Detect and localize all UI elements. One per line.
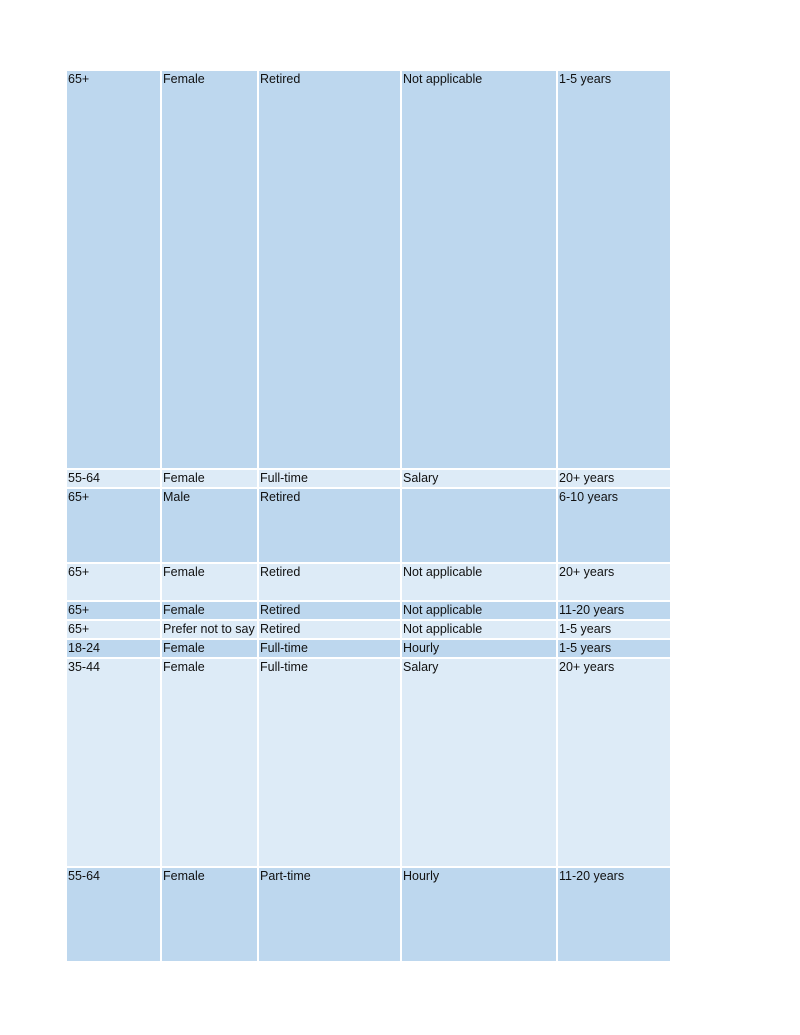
table-row xyxy=(67,71,670,469)
cell-employment: Full-time xyxy=(258,469,401,488)
cell-age: 65+ xyxy=(67,601,161,620)
table-row xyxy=(67,658,670,867)
table-row xyxy=(67,639,670,658)
cell-age: 65+ xyxy=(67,563,161,601)
cell-gender: Female xyxy=(161,563,258,601)
cell-gender: Female xyxy=(161,639,258,658)
spreadsheet-page xyxy=(67,71,670,961)
cell-employment: Retired xyxy=(258,620,401,639)
cell-employment: Retired xyxy=(258,601,401,620)
cell-gender: Female xyxy=(161,71,258,469)
cell-pay: Not applicable xyxy=(401,620,557,639)
cell-tenure: 1-5 years xyxy=(557,639,670,658)
table-row xyxy=(67,469,670,488)
cell-pay: Hourly xyxy=(401,867,557,961)
cell-employment: Full-time xyxy=(258,639,401,658)
cell-age: 35-44 xyxy=(67,658,161,867)
cell-age: 18-24 xyxy=(67,639,161,658)
cell-gender: Female xyxy=(161,469,258,488)
cell-pay: Not applicable xyxy=(401,563,557,601)
cell-tenure: 1-5 years xyxy=(557,71,670,469)
cell-pay: Salary xyxy=(401,658,557,867)
cell-gender: Prefer not to say xyxy=(161,620,258,639)
cell-age: 55-64 xyxy=(67,867,161,961)
cell-gender: Female xyxy=(161,658,258,867)
cell-tenure: 11-20 years xyxy=(557,867,670,961)
table-row xyxy=(67,563,670,601)
cell-tenure: 6-10 years xyxy=(557,488,670,563)
cell-age: 55-64 xyxy=(67,469,161,488)
table-row xyxy=(67,601,670,620)
cell-employment: Full-time xyxy=(258,658,401,867)
table-row xyxy=(67,488,670,563)
cell-gender: Female xyxy=(161,867,258,961)
cell-pay xyxy=(401,488,557,563)
cell-pay: Not applicable xyxy=(401,601,557,620)
cell-employment: Retired xyxy=(258,488,401,563)
cell-employment: Retired xyxy=(258,71,401,469)
cell-age: 65+ xyxy=(67,488,161,563)
cell-age: 65+ xyxy=(67,620,161,639)
cell-tenure: 1-5 years xyxy=(557,620,670,639)
cell-tenure: 11-20 years xyxy=(557,601,670,620)
table-row xyxy=(67,620,670,639)
cell-gender: Male xyxy=(161,488,258,563)
cell-tenure: 20+ years xyxy=(557,658,670,867)
table-row xyxy=(67,867,670,961)
cell-age: 65+ xyxy=(67,71,161,469)
cell-pay: Salary xyxy=(401,469,557,488)
cell-tenure: 20+ years xyxy=(557,469,670,488)
cell-employment: Retired xyxy=(258,563,401,601)
data-table xyxy=(67,71,670,961)
cell-pay: Not applicable xyxy=(401,71,557,469)
cell-gender: Female xyxy=(161,601,258,620)
cell-pay: Hourly xyxy=(401,639,557,658)
cell-employment: Part-time xyxy=(258,867,401,961)
cell-tenure: 20+ years xyxy=(557,563,670,601)
